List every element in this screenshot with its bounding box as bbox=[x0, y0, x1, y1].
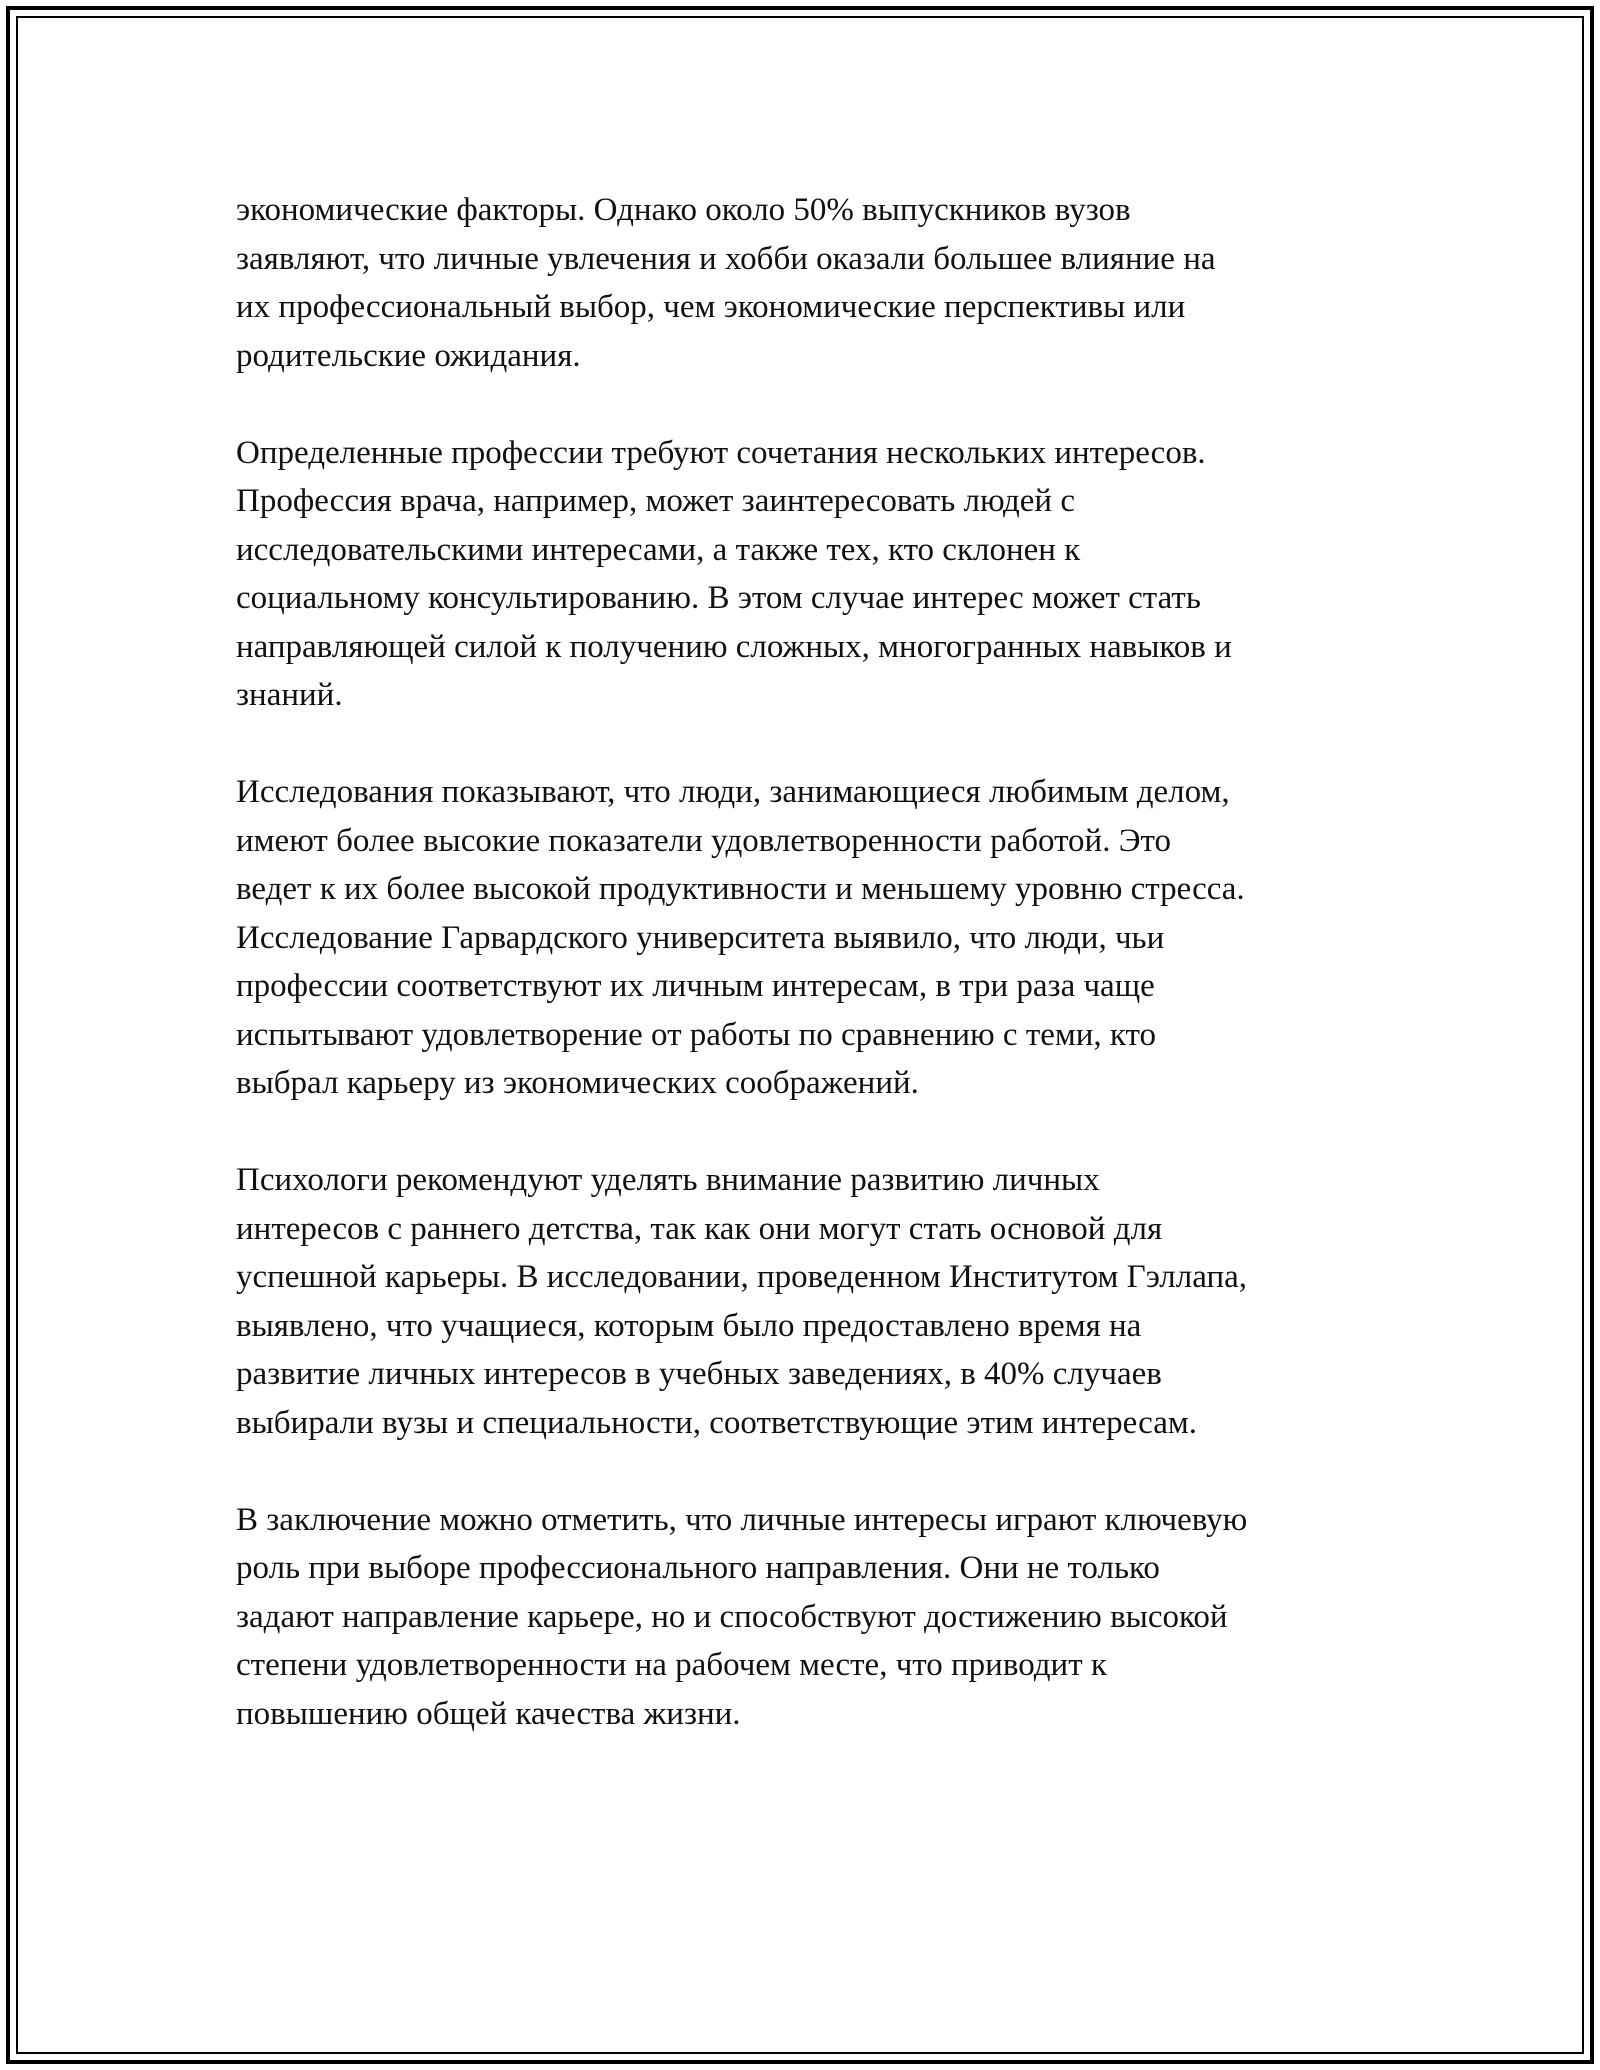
text-line: их профессиональный выбор, чем экономические перспективы или bbox=[236, 289, 1186, 325]
document-body bbox=[236, 186, 1376, 1787]
text-line: исследовательскими интересами, а также тех, кто склонен к bbox=[236, 531, 1081, 568]
text-line: социальному консультированию. В этом случае интерес может стать bbox=[236, 580, 1201, 616]
text-line: выявлено, что учащиеся, которым было предоставлено время на bbox=[236, 1307, 1142, 1344]
text-line: ведет к их более высокой продуктивности и меньшему уровню стресса. bbox=[236, 871, 1245, 907]
text-line: направляющей силой к получению сложных, многогранных навыков и bbox=[236, 628, 1232, 665]
text-line: интересов с раннего детства, так как они могут стать основой для bbox=[236, 1210, 1163, 1247]
text-line: Психологи рекомендуют уделять внимание развитию личных bbox=[236, 1162, 1100, 1198]
text-line: родительские ожидания. bbox=[236, 337, 581, 374]
text-line: степени удовлетворенности на рабочем месте, что приводит к bbox=[236, 1647, 1107, 1683]
text-line: заявляют, что личные увлечения и хобби оказали большее влияние на bbox=[236, 240, 1216, 277]
text-line: успешной карьеры. В исследовании, проведенном Институтом Гэллапа, bbox=[236, 1259, 1248, 1295]
text-line: имеют более высокие показатели удовлетворенности работой. Это bbox=[236, 822, 1171, 859]
paragraph-5 bbox=[236, 1496, 1376, 1739]
text-line: повышению общей качества жизни. bbox=[236, 1695, 741, 1732]
text-line: Исследование Гарвардского университета выявило, что люди, чьи bbox=[236, 919, 1165, 956]
paragraph-2 bbox=[236, 429, 1376, 720]
text-line: экономические факторы. Однако около 50% выпускников вузов bbox=[236, 192, 1131, 228]
text-line: испытывают удовлетворение от работы по сравнению с теми, кто bbox=[236, 1016, 1157, 1053]
text-line: задают направление карьере, но и способствуют достижению высокой bbox=[236, 1598, 1228, 1635]
text-line: профессии соответствуют их личным интересам, в три раза чаще bbox=[236, 968, 1155, 1004]
paragraph-1 bbox=[236, 186, 1376, 380]
text-line: роль при выборе профессионального направления. Они не только bbox=[236, 1550, 1160, 1586]
text-line: В заключение можно отметить, что личные интересы играют ключевую bbox=[236, 1501, 1248, 1538]
text-line: знаний. bbox=[236, 677, 343, 713]
text-line: Определенные профессии требуют сочетания нескольких интересов. bbox=[236, 434, 1206, 471]
text-line: развитие личных интересов в учебных заведениях, в 40% случаев bbox=[236, 1356, 1162, 1392]
text-line: выбирали вузы и специальности, соответствующие этим интересам. bbox=[236, 1404, 1197, 1441]
paragraph-4 bbox=[236, 1156, 1376, 1447]
text-line: выбрал карьеру из экономических соображений. bbox=[236, 1065, 919, 1101]
text-line: Исследования показывают, что люди, занимающиеся любимым делом, bbox=[236, 774, 1230, 810]
text-line: Профессия врача, например, может заинтересовать людей с bbox=[236, 483, 1075, 519]
paragraph-3 bbox=[236, 768, 1376, 1108]
